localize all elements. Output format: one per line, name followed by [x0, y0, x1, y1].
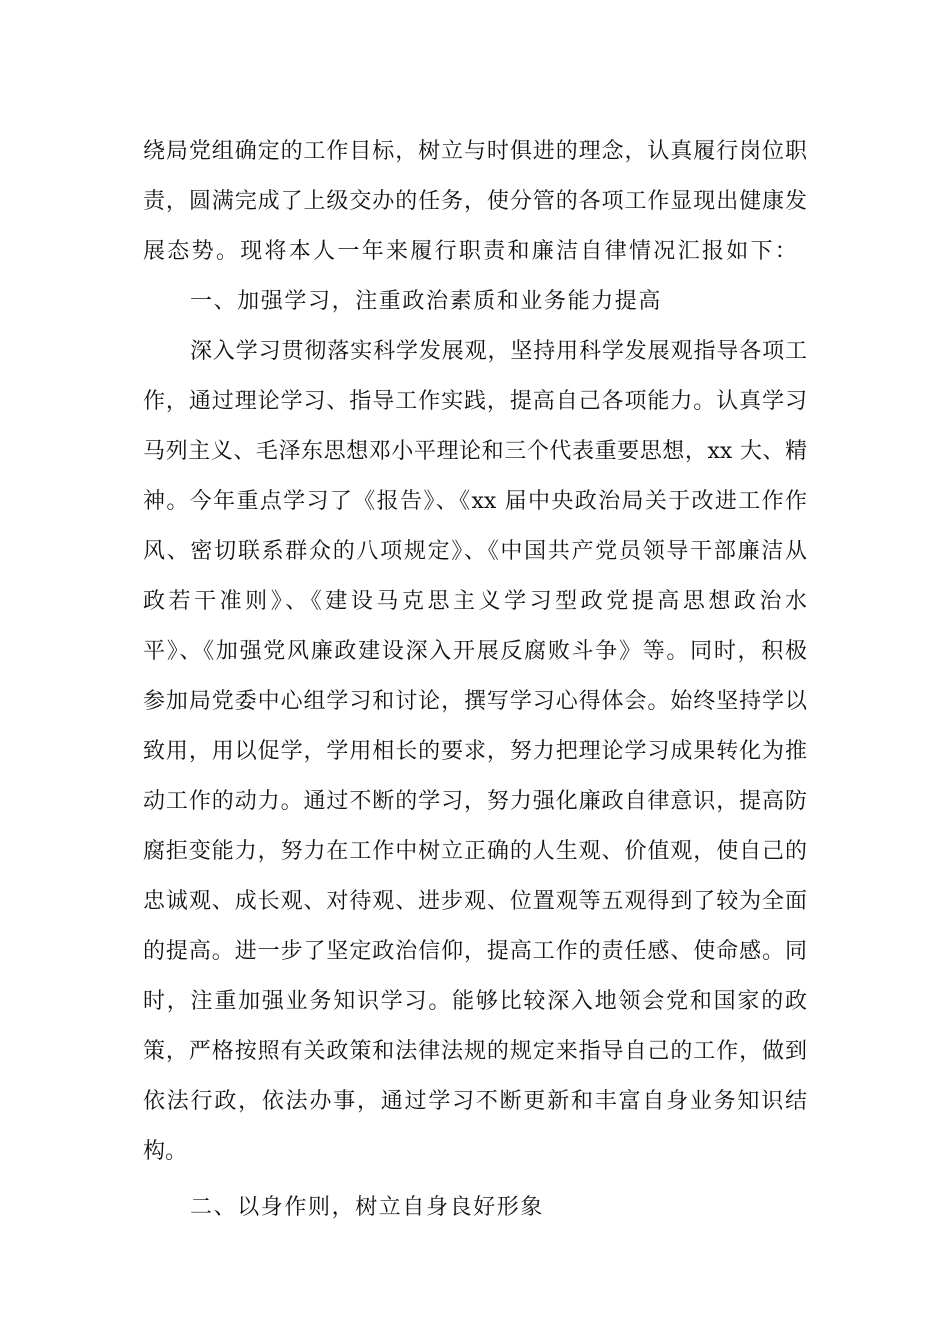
text-line: 政若干准则》、《建设马克思主义学习型政党提高思想政治水	[143, 589, 807, 614]
text-line: 风、密切联系群众的八项规定》、《中国共产党员领导干部廉洁从	[143, 539, 807, 564]
text-line: 展态势。现将本人一年来履行职责和廉洁自律情况汇报如下：	[143, 239, 800, 264]
text-line: 的提高。进一步了坚定政治信仰，提高工作的责任感、使命感。同	[143, 939, 807, 964]
text-line: 绕局党组确定的工作目标，树立与时俱进的理念，认真履行岗位职	[143, 139, 807, 164]
text-line: 腐拒变能力，努力在工作中树立正确的人生观、价值观，使自己的	[143, 839, 807, 864]
text-line: 构。	[143, 1139, 188, 1164]
text-line: 致用，用以促学，学用相长的要求，努力把理论学习成果转化为推	[143, 739, 807, 764]
section-heading: 二、以身作则，树立自身良好形象	[190, 1195, 545, 1220]
text-line: 深入学习贯彻落实科学发展观，坚持用科学发展观指导各项工	[190, 339, 807, 364]
text-line: 责，圆满完成了上级交办的任务，使分管的各项工作显现出健康发	[143, 189, 807, 214]
text-line: 动工作的动力。通过不断的学习，努力强化廉政自律意识，提高防	[143, 789, 807, 814]
text-line: 作，通过理论学习、指导工作实践，提高自己各项能力。认真学习	[143, 389, 807, 414]
text-line: 参加局党委中心组学习和讨论，撰写学习心得体会。始终坚持学以	[143, 689, 807, 714]
text-line: 平》、《加强党风廉政建设深入开展反腐败斗争》等。同时，积极	[143, 639, 807, 664]
text-line: 忠诚观、成长观、对待观、进步观、位置观等五观得到了较为全面	[143, 889, 807, 914]
text-line: 马列主义、毛泽东思想邓小平理论和三个代表重要思想，xx 大、精	[143, 439, 807, 464]
text-line: 依法行政，依法办事，通过学习不断更新和丰富自身业务知识结	[143, 1089, 807, 1114]
section-heading: 一、加强学习，注重政治素质和业务能力提高	[190, 289, 663, 314]
text-line: 策，严格按照有关政策和法律法规的规定来指导自己的工作，做到	[143, 1039, 807, 1064]
text-line: 时，注重加强业务知识学习。能够比较深入地领会党和国家的政	[143, 989, 807, 1014]
text-line: 神。今年重点学习了《报告》、《xx 届中央政治局关于改进工作作	[143, 489, 807, 514]
